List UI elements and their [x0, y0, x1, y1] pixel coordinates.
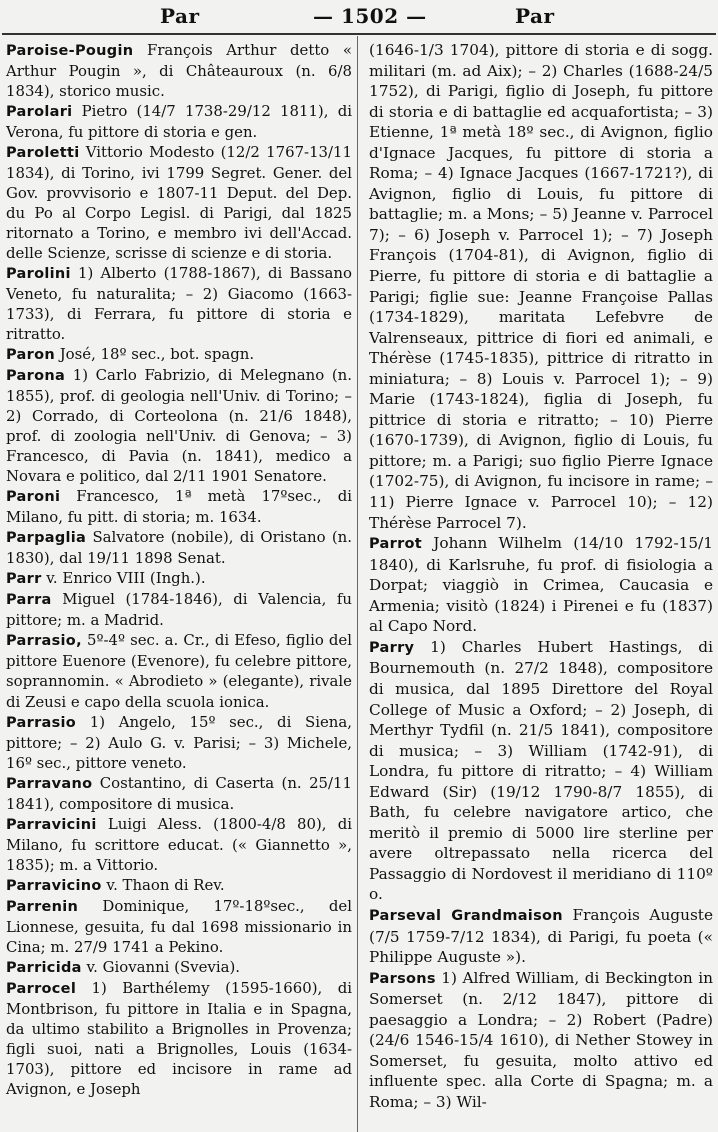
dictionary-entry [6, 142, 352, 263]
entry-text: Vittorio Modesto (12/2 1767-13/11 1834), di Torino, ivi 1799 Segret. Gener. del Gov. provvisorio e 1807-11 Deput. del Dep. du Po al Corpo Legisl. di Parigi, dal 1825 ritornato a Torino, e membro ivi dell'Accad. delle Scienze, scrisse di scienze e di storia. [6, 143, 352, 263]
dictionary-entry [6, 527, 352, 568]
entry-text: José, 18º sec., bot. spagn. [54, 345, 255, 364]
entry-headword: Parrocel [6, 980, 77, 997]
header-right-guideword: Par [515, 4, 555, 28]
entry-headword: Parsons [369, 970, 436, 987]
entry-headword: Parry [369, 639, 415, 656]
entry-headword: Parpaglia [6, 530, 87, 547]
entry-headword: Parravicino [6, 877, 102, 894]
entry-headword: Parolini [6, 266, 71, 283]
entry-text: v. Thaon di Rev. [101, 875, 225, 894]
dictionary-entry [6, 486, 352, 527]
dictionary-entry [6, 896, 352, 957]
header-rule [2, 33, 716, 35]
entry-text: 5º-4º sec. a. Cr., di Efeso, figlio del pittore Euenore (Evenore), fu celebre pittore, soprannomin. « Abrodieto » (elegante), rivale di Zeusi e capo della scuola ionica. [6, 631, 352, 711]
entry-text: 1) Barthélemy (1595-1660), di Montbrison, fu pittore in Italia e in Spagna, da ultimo stabilito a Brignolles in Provenza; figli suoi, nati a Brignolles, Louis (1634-1703), pittore ed incisore in rame ad Avignon, e Joseph [6, 978, 352, 1098]
entry-headword: Parrot [369, 536, 423, 553]
dictionary-entry [6, 568, 352, 589]
dictionary-entry [6, 344, 352, 365]
dictionary-entry [369, 968, 713, 1113]
dictionary-entry [6, 773, 352, 814]
dictionary-entry [6, 978, 352, 1099]
dictionary-entry [6, 263, 352, 344]
entry-text: Francesco, 1ª metà 17ºsec., di Milano, fu pitt. di storia; m. 1634. [6, 487, 352, 527]
dictionary-entry [369, 533, 713, 637]
right-column [369, 40, 713, 1112]
entry-headword: Paroise-Pougin [6, 43, 134, 59]
entry-headword: Paroletti [6, 145, 80, 162]
dictionary-entry [369, 637, 713, 905]
entry-text: v. Giovanni (Svevia). [81, 957, 240, 976]
entry-headword: Parrenin [6, 898, 79, 915]
entry-headword: Parrasio [6, 714, 77, 731]
dictionary-entry [369, 905, 713, 968]
entry-text: François Arthur detto « Arthur Pougin », di Châteauroux (n. 6/8 1834), storico music. [6, 41, 352, 101]
dictionary-entry [6, 589, 352, 630]
dictionary-entry [6, 814, 352, 875]
entry-text: Johann Wilhelm (14/10 1792-15/1 1840), di Karlsruhe, fu prof. di fisiologia a Dorpat; viaggiò in Crimea, Caucasia e Armenia; visitò (1824) i Pirenei e fu (1837) al Capo Nord. [369, 534, 713, 636]
entry-text: 1) Angelo, 15º sec., di Siena, pittore; – 2) Aulo G. v. Parisi; – 3) Michele, 16º sec., pittore veneto. [6, 712, 352, 772]
entry-text: 1) Alfred William, di Beckington in Somerset (n. 2/12 1847), pittore di paesaggio a Londra; – 2) Robert (Padre) (24/6 1546-15/4 1610), di Nether Stowey in Somerset, fu gesuita, molto attivo ed influente spec. alla Corte di Spagna; m. a Roma; – 3) Wil- [369, 968, 713, 1111]
entry-text: Luigi Aless. (1800-4/8 80), di Milano, fu scrittore educat. (« Giannetto », 1835); m. a Vittorio. [6, 814, 352, 874]
column-divider [357, 36, 358, 1132]
entry-headword: Parr [6, 571, 42, 588]
entry-text: Pietro (14/7 1738-29/12 1811), di Verona, fu pittore di storia e gen. [6, 102, 352, 142]
entry-headword: Parrasio, [6, 633, 82, 650]
entry-headword: Parseval Grandmaison [369, 907, 563, 924]
entry-text: Costantino, di Caserta (n. 25/11 1841), compositore di musica. [6, 773, 352, 813]
dictionary-entry [6, 712, 352, 773]
dictionary-entry [369, 40, 713, 533]
entry-headword: Parricida [6, 959, 82, 976]
entry-text: Miguel (1784-1846), di Valencia, fu pittore; m. a Madrid. [6, 590, 352, 630]
header-left-guideword: Par [160, 4, 200, 28]
dictionary-entry [6, 40, 352, 101]
entry-headword: Parravano [6, 775, 93, 792]
dictionary-entry [6, 101, 352, 142]
entry-headword: Parra [6, 592, 52, 609]
entry-headword: Parona [6, 368, 66, 385]
entry-text: v. Enrico VIII (Ingh.). [41, 569, 206, 588]
page-header [0, 0, 718, 34]
entry-text: Salvatore (nobile), di Oristano (n. 1830), dal 19/11 1898 Senat. [6, 528, 352, 568]
entry-headword: Parolari [6, 104, 73, 121]
entry-text: 1) Carlo Fabrizio, di Melegnano (n. 1855), prof. di geologia nell'Univ. di Torino; – 2) Corrado, di Corteolona (n. 21/6 1848), prof. di zoologia nell'Univ. di Genova; – 3) Francesco, di Pavia (n. 1841), medico a Novara e politico, dal 2/11 1901 Senatore. [6, 366, 352, 486]
entry-text: Dominique, 17º-18ºsec., del Lionnese, gesuita, fu dal 1698 missionario in Cina; m. 27/9 1741 a Pekino. [6, 896, 352, 956]
page-number: — 1502 — [313, 4, 427, 28]
dictionary-entry [6, 630, 352, 711]
entry-headword: Paron [6, 347, 55, 364]
dictionary-entry [6, 875, 352, 896]
left-column [6, 40, 352, 1099]
entry-text: 1) Alberto (1788-1867), di Bassano Veneto, fu naturalita; – 2) Giacomo (1663-1733), di Ferrara, fu pittore di storia e ritratto. [6, 264, 352, 344]
entry-headword: Parravicini [6, 816, 97, 833]
dictionary-entry [6, 365, 352, 486]
entry-headword: Paroni [6, 489, 61, 506]
entry-text: 1) Charles Hubert Hastings, di Bournemouth (n. 27/2 1848), compositore di musica, dal 1895 Direttore del Royal College of Music a Oxford; – 2) Joseph, di Merthyr Tydfil (n. 21/5 1841), compositore di musica; – 3) William (1742-91), di Londra, fu pittore di ritratto; – 4) William Edward (Sir) (19/12 1790-8/7 1855), di Bath, fu celebre navigatore artico, che meritò il premio di 5000 lire sterline per avere oltrepassato nella ricerca del Passaggio di Nordovest il meridiano di 110º o. [369, 637, 713, 904]
dictionary-entry [6, 957, 352, 978]
entry-text: (1646-1/3 1704), pittore di storia e di sogg. militari (m. ad Aix); – 2) Charles (1688-24/5 1752), di Parigi, figlio di Joseph, fu pittore di storia e di battaglie ed acquafortista; – 3) Etienne, 1ª metà 18º sec., di Avignon, figlio d'Ignace Jacques, fu pittore di storia a Roma; – 4) Ignace Jacques (1667-1721?), di Avignon, figlio di Louis, fu pittore di battaglie; m. a Mons; – 5) Jeanne v. Parrocel 7); – 6) Joseph v. Parrocel 1); – 7) Joseph François (1704-81), di Avignon, figlio di Pierre, fu pittore di storia e di battaglie a Parigi; figlie sue: Jeanne Françoise Pallas (1734-1829), maritata Lefebvre de Valrenseaux, pittrice di fiori ed animali, e Thérèse (1745-1835), pittrice di ritratto in miniatura; – 8) Louis v. Parrocel 1); – 9) Marie (1743-1824), figlia di Joseph, fu pittrice di storia e ritratto; – 10) Pierre (1670-1739), di Avignon, figlio di Louis, fu pittore; m. a Parigi; suo figlio Pierre Ignace (1702-75), di Avignon, fu incisore in rame; – 11) Pierre Ignace v. Parrocel 10); – 12) Thérèse Parrocel 7). [369, 41, 713, 532]
entry-text: François Auguste (7/5 1759-7/12 1834), di Parigi, fu poeta (« Philippe Auguste »). [369, 905, 714, 967]
